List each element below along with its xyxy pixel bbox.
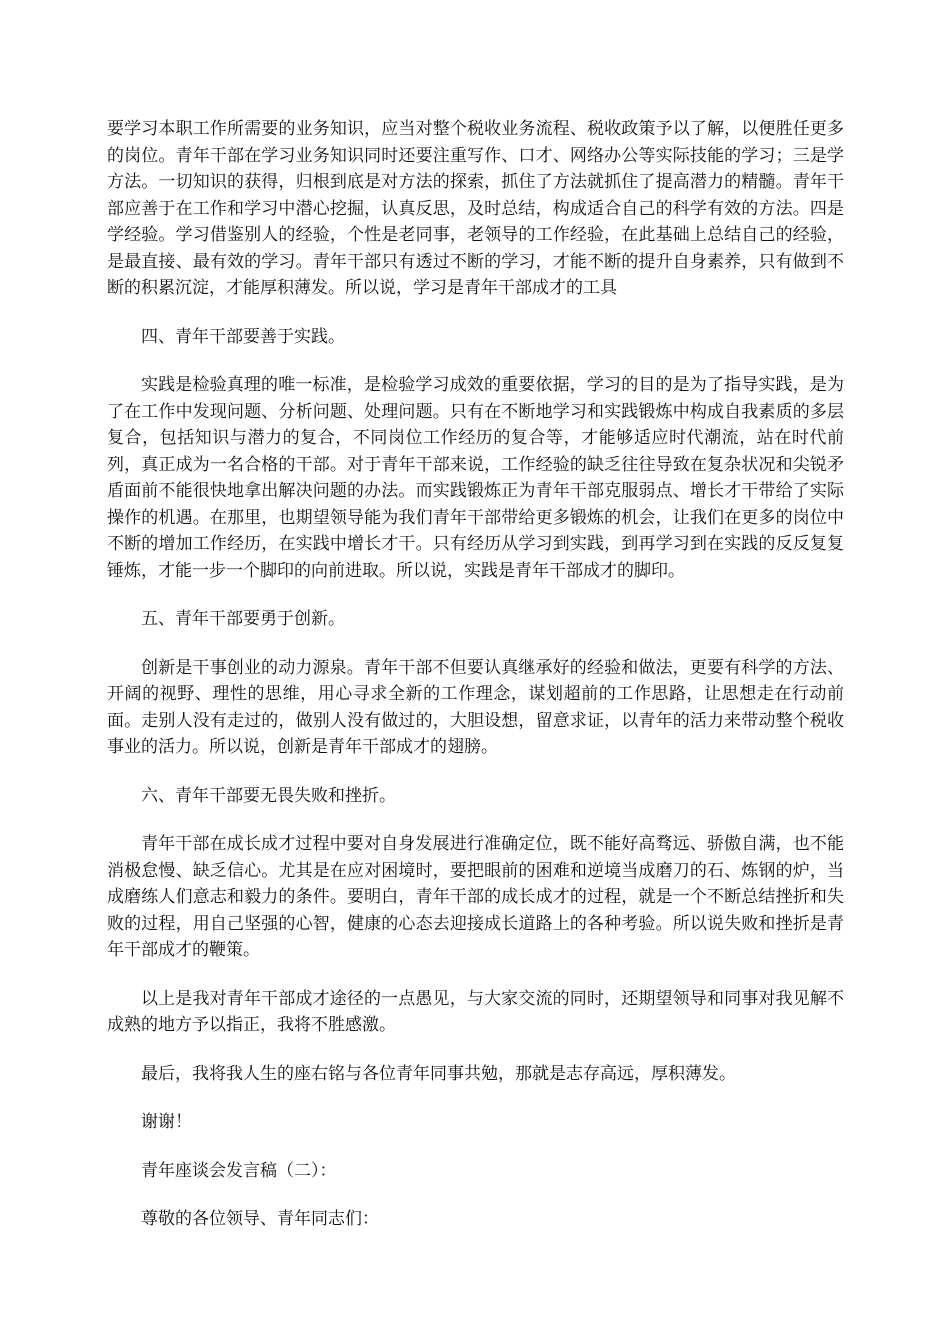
paragraph-closing-remarks: 以上是我对青年干部成才途径的一点愚见，与大家交流的同时，还期望领导和同事对我见解不成熟的地方予以指正，我将不胜感激。 xyxy=(107,988,844,1035)
document-body xyxy=(107,116,844,1255)
paragraph-practice: 实践是检验真理的唯一标准，是检验学习成效的重要依据，学习的目的是为了指导实践，是为了在工作中发现问题、分析问题、处理问题。只有在不断地学习和实践锻炼中构成自我素质的多层复合，包括知识与潜力的复合，不同岗位工作经历的复合等，才能够适应时代潮流，站在时代前列，真正成为一名合格的干部。对于青年干部来说，工作经验的缺乏往往导致在复杂状况和尖锐矛盾面前不能很快地拿出解决问题的办法。而实践锻炼正为青年干部克服弱点、增长才干带给了实际操作的机遇。在那里，也期望领导能为我们青年干部带给更多锻炼的机会，让我们在更多的岗位中不断的增加工作经历，在实践中增长才干。只有经历从学习到实践，到再学习到在实践的反反复复锤炼，才能一步一个脚印的向前进取。所以说，实践是青年干部成才的脚印。 xyxy=(107,375,844,581)
paragraph-thanks: 谢谢！ xyxy=(141,1112,192,1132)
paragraph-study-continuation: 要学习本职工作所需要的业务知识，应当对整个税收业务流程、税收政策予以了解，以便胜任更多的岗位。青年干部在学习业务知识同时还要注重写作、口才、网络办公等实际技能的学习；三是学方法。一切知识的获得，归根到底是对方法的探索，抓住了方法就抓住了提高潜力的精髓。青年干部应善于在工作和学习中潜心挖掘，认真反思，及时总结，构成适合自己的科学有效的方法。四是学经验。学习借鉴别人的经验，个性是老同事，老领导的工作经验，在此基础上总结自己的经验，是最直接、最有效的学习。青年干部只有透过不断的学习，才能不断的提升自身素养，只有做到不断的积累沉淀，才能厚积薄发。所以说，学习是青年干部成才的工具 xyxy=(107,119,844,298)
paragraph-innovation: 创新是干事创业的动力源泉。青年干部不但要认真继承好的经验和做法，更要有科学的方法、开阔的视野、理性的思维，用心寻求全新的工作理念，谋划超前的工作思路，让思想走在行动前面。走别人没有走过的，做别人没有做过的，大胆设想，留意求证，以青年的活力来带动整个税收事业的活力。所以说，创新是青年干部成才的翅膀。 xyxy=(107,657,844,757)
heading-practice: 四、青年干部要善于实践。 xyxy=(141,326,345,347)
heading-failure: 六、青年干部要无畏失败和挫折。 xyxy=(141,785,396,806)
paragraph-motto: 最后，我将我人生的座右铭与各位青年同事共勉，那就是志存高远，厚积薄发。 xyxy=(141,1063,736,1084)
paragraph-failure: 青年干部在成长成才过程中要对自身发展进行准确定位，既不能好高骛远、骄傲自满，也不能消极怠慢、缺乏信心。尤其是在应对困境时，要把眼前的困难和逆境当成磨刀的石、炼钢的炉，当成磨练人们意志和毅力的条件。要明白，青年干部的成长成才的过程，就是一个不断总结挫折和失败的过程，用自己坚强的心智，健康的心态去迎接成长道路上的各种考验。所以说失败和挫折是青年干部成才的鞭策。 xyxy=(107,834,844,960)
section-title-speech-two: 青年座谈会发言稿（二）： xyxy=(141,1160,337,1181)
heading-innovation: 五、青年干部要勇于创新。 xyxy=(141,609,345,629)
salutation: 尊敬的各位领导、青年同志们： xyxy=(141,1209,379,1229)
